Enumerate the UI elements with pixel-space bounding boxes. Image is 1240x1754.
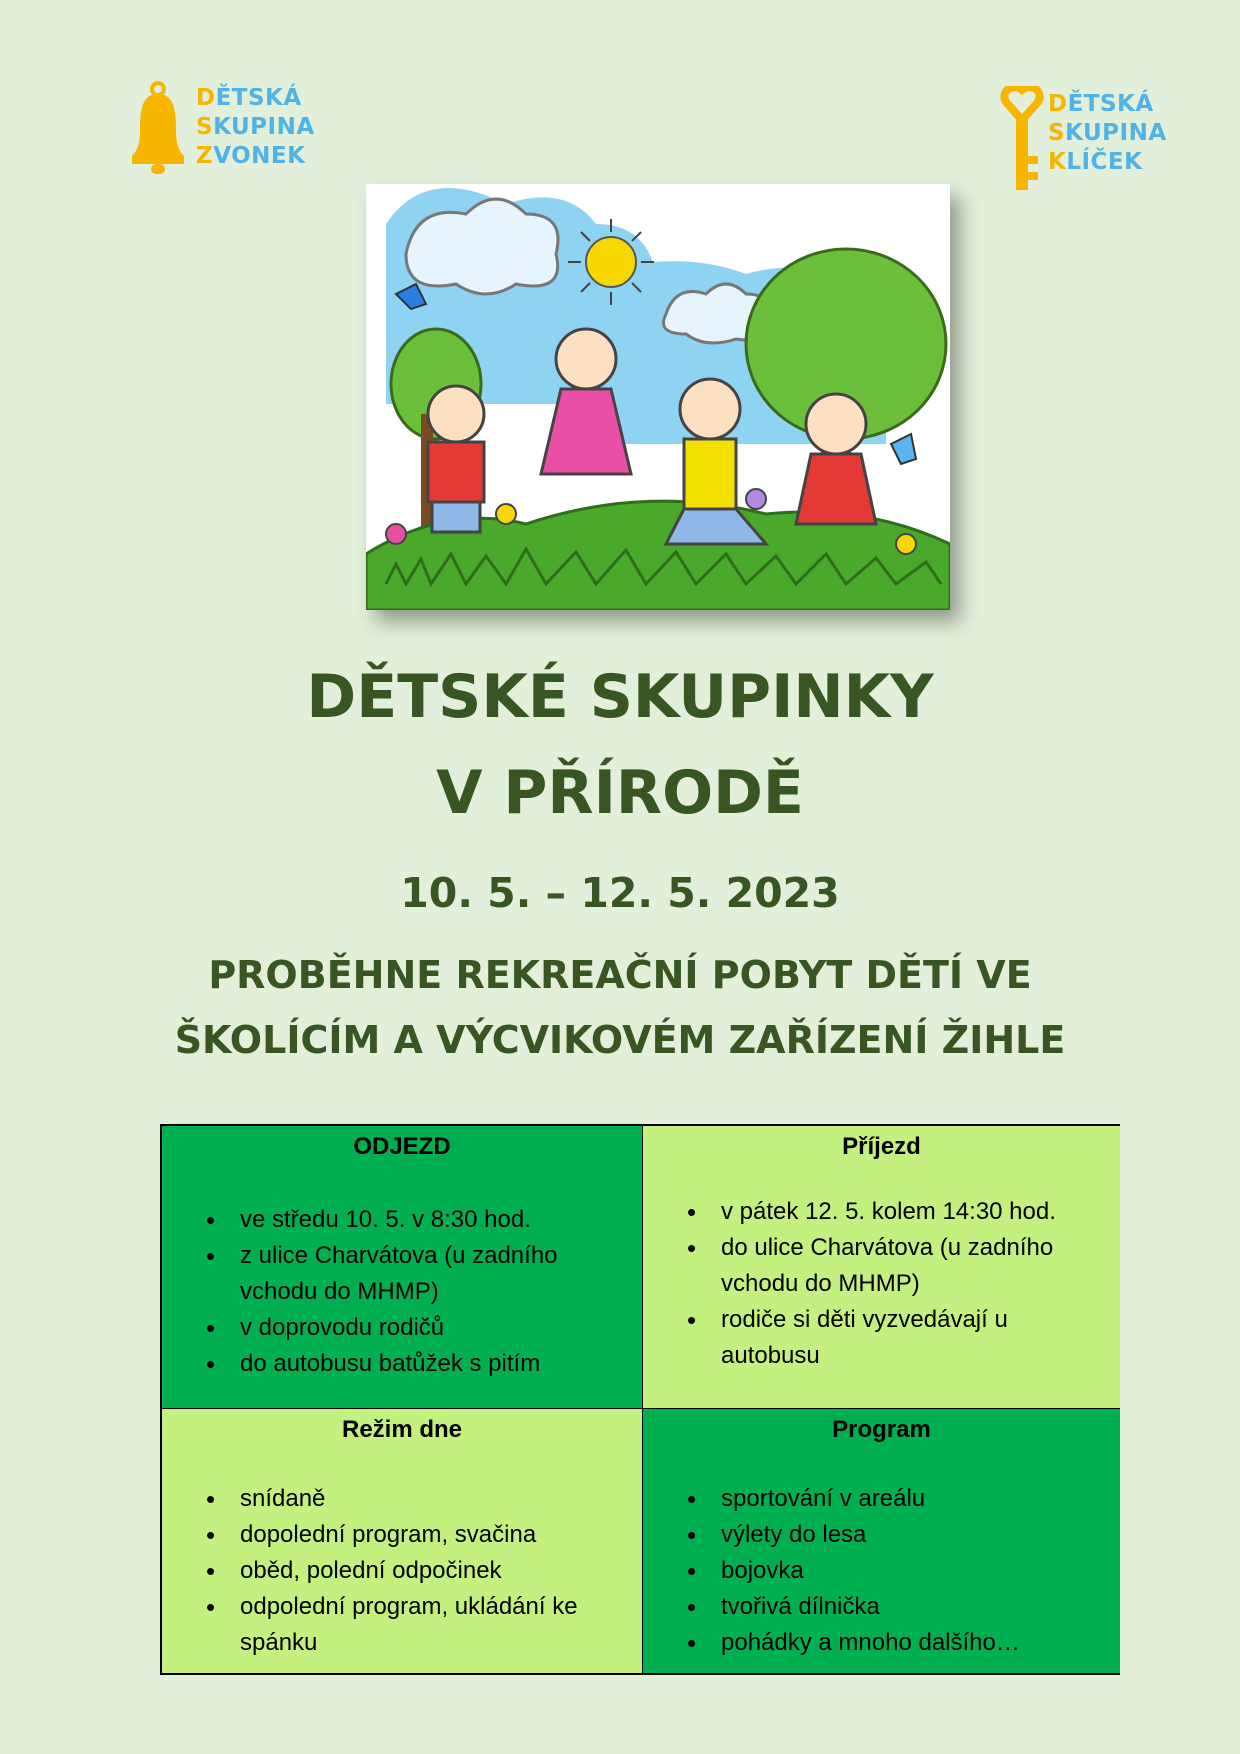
info-table	[160, 1124, 1120, 1675]
key-icon	[1000, 86, 1044, 190]
program-list	[673, 1481, 1106, 1661]
logo-line	[1048, 90, 1167, 119]
daily-schedule-cell	[162, 1409, 643, 1673]
list-item: • výlety do lesa	[673, 1517, 1106, 1553]
logo-zvonek	[132, 80, 315, 180]
list-item: • odpolední program, ukládání ke spánku	[192, 1589, 628, 1661]
list-item: • v pátek 12. 5. kolem 14:30 hod.	[673, 1194, 1106, 1230]
logo-klicek	[1000, 86, 1167, 190]
list-item: • z ulice Charvátova (u zadního vchodu do MHMP)	[192, 1238, 628, 1310]
subtitle-line-2: ŠKOLÍCÍM A VÝCVIKOVÉM ZAŘÍZENÍ ŽIHLE	[174, 1018, 1066, 1062]
list-item: • pohádky a mnoho dalšího…	[673, 1625, 1106, 1661]
logo-line-initial: D	[196, 85, 216, 111]
program-cell	[643, 1409, 1120, 1673]
list-item: • sportování v areálu	[673, 1481, 1106, 1517]
daily-schedule-list	[192, 1481, 628, 1661]
children-nature-illustration	[366, 184, 950, 610]
logo-line-rest: VONEK	[213, 143, 306, 169]
arrival-cell	[643, 1126, 1120, 1409]
logo-line-initial: D	[1048, 91, 1068, 117]
list-item: • dopolední program, svačina	[192, 1517, 628, 1553]
logo-line-initial: Z	[196, 143, 214, 169]
logo-zvonek-text	[196, 84, 315, 171]
logo-line-rest: ĚTSKÁ	[1067, 91, 1154, 117]
arrival-title: Příjezd	[842, 1133, 921, 1160]
list-item: • v doprovodu rodičů	[192, 1310, 628, 1346]
logo-line	[196, 142, 315, 171]
logo-line	[1048, 148, 1167, 177]
list-item: • snídaně	[192, 1481, 628, 1517]
arrival-list	[673, 1194, 1106, 1374]
departure-title: ODJEZD	[353, 1133, 451, 1160]
list-item: • ve středu 10. 5. v 8:30 hod.	[192, 1202, 628, 1238]
event-date: 10. 5. – 12. 5. 2023	[400, 869, 840, 917]
logo-klicek-text	[1048, 90, 1167, 177]
list-item: • do ulice Charvátova (u zadního vchodu do MHMP)	[673, 1230, 1106, 1302]
logo-line-initial: K	[1048, 149, 1067, 175]
logo-line-rest: LÍČEK	[1066, 149, 1143, 175]
daily-schedule-title: Režim dne	[341, 1416, 463, 1443]
logo-line-initial: S	[196, 114, 214, 140]
logo-line-rest: KUPINA	[213, 114, 315, 140]
list-item: • do autobusu batůžek s pitím	[192, 1346, 628, 1382]
title-line-1: DĚTSKÉ SKUPINKY	[306, 662, 934, 732]
logo-line-rest: KUPINA	[1065, 120, 1167, 146]
logo-line-rest: ĚTSKÁ	[215, 85, 302, 111]
title-line-2: V PŘÍRODĚ	[436, 758, 804, 828]
program-title: Program	[832, 1416, 931, 1443]
list-item: • tvořivá dílnička	[673, 1589, 1106, 1625]
bell-icon	[132, 80, 184, 180]
list-item: • oběd, polední odpočinek	[192, 1553, 628, 1589]
subtitle-line-1: PROBĚHNE REKREAČNÍ POBYT DĚTÍ VE	[208, 953, 1032, 997]
logo-line	[196, 84, 315, 113]
departure-cell	[162, 1126, 643, 1409]
list-item: • rodiče si děti vyzvedávají u autobusu	[673, 1302, 1106, 1374]
logo-line-initial: S	[1048, 120, 1066, 146]
departure-list	[192, 1202, 628, 1382]
list-item: • bojovka	[673, 1553, 1106, 1589]
logo-line	[1048, 119, 1167, 148]
logo-line	[196, 113, 315, 142]
